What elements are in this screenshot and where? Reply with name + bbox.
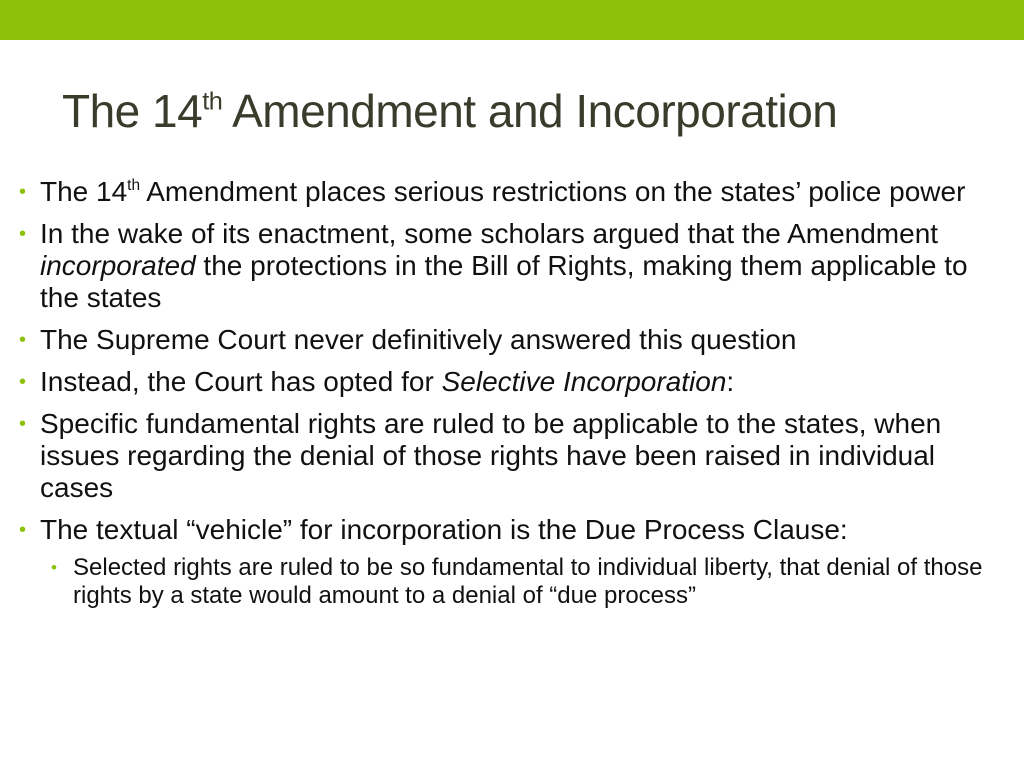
bullet-item-6: [16, 514, 1006, 610]
bullet-item-2: [16, 218, 1006, 314]
title-superscript: th: [202, 87, 223, 116]
bullet-dot-icon: •: [19, 371, 27, 393]
bullet-text-part: Instead, the Court has opted for: [40, 366, 442, 397]
bullet-text-part: Amendment places serious restrictions on the states’ police power: [140, 176, 966, 207]
bullet-dot-icon: •: [19, 519, 27, 541]
bullet-text: The textual “vehicle” for incorporation is the Due Process Clause:: [40, 514, 848, 545]
bullet-superscript: th: [127, 177, 141, 195]
bullet-text-part: the protections in the Bill of Rights, making them applicable to the states: [40, 250, 968, 313]
bullet-text-part: The 14: [40, 176, 128, 207]
bullet-dot-icon: •: [19, 223, 27, 245]
sub-bullet-item-1: [40, 554, 1006, 610]
bullet-emphasis: Selective Incorporation: [441, 366, 727, 397]
sub-bullet-list: [40, 554, 1006, 610]
bullet-dot-icon: •: [51, 558, 57, 577]
bullet-text: [40, 176, 965, 207]
bullet-dot-icon: •: [19, 329, 27, 351]
bullet-text-part: In the wake of its enactment, some scholars argued that the Amendment: [40, 218, 939, 249]
bullet-list: [16, 176, 1006, 620]
bullet-text: [40, 218, 968, 313]
bullet-item-5: [16, 408, 1006, 504]
bullet-item-3: [16, 324, 1006, 356]
sub-bullet-text: Selected rights are ruled to be so fundamental to individual liberty, that denial of those rights by a state would amount to a denial of “due process”: [73, 554, 983, 609]
title-text-post: Amendment and Incorporation: [222, 85, 838, 137]
bullet-text: The Supreme Court never definitively answered this question: [40, 324, 797, 355]
bullet-dot-icon: •: [19, 181, 27, 203]
bullet-item-1: [16, 176, 1006, 208]
bullet-item-4: [16, 366, 1006, 398]
bullet-text-part: :: [726, 366, 735, 397]
slide-title: [62, 84, 837, 138]
bullet-text: Specific fundamental rights are ruled to be applicable to the states, when issues regarding the denial of those rights have been raised in individual cases: [40, 408, 942, 503]
top-accent-bar: [0, 0, 1024, 40]
bullet-text: [40, 366, 734, 397]
bullet-dot-icon: •: [19, 413, 27, 435]
title-text-pre: The 14: [62, 85, 203, 137]
bullet-emphasis: incorporated: [40, 250, 196, 281]
